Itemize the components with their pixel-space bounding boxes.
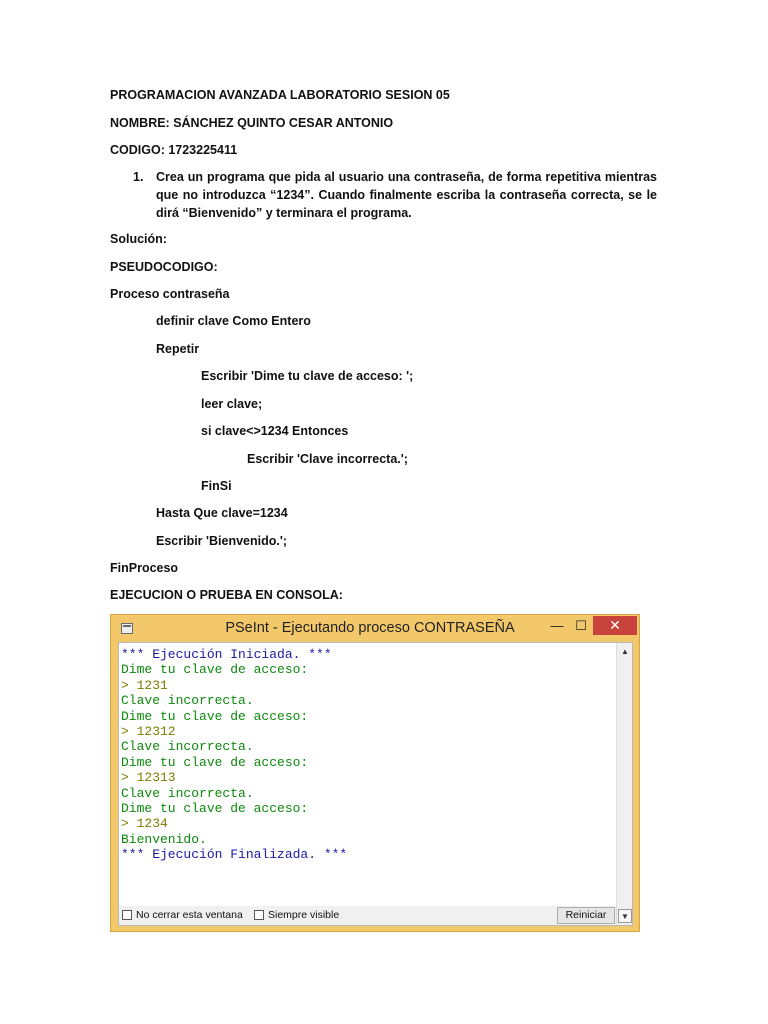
pseudocode-line: FinSi	[201, 479, 232, 493]
scroll-down-icon[interactable]: ▼	[618, 909, 632, 923]
console-options-bar	[119, 906, 616, 925]
console-line: Clave incorrecta.	[121, 693, 254, 709]
reiniciar-button[interactable]: Reiniciar	[557, 907, 615, 924]
pseudocode-line: Proceso contraseña	[110, 287, 230, 301]
console-line: Dime tu clave de acceso:	[121, 708, 309, 724]
console-line: Dime tu clave de acceso:	[121, 754, 309, 770]
item-number: 1.	[133, 170, 144, 184]
pseudocode-line: si clave<>1234 Entonces	[201, 424, 349, 438]
siempre-visible-checkbox[interactable]	[254, 910, 264, 920]
console-line: > 1234	[121, 816, 168, 832]
course-title: PROGRAMACION AVANZADA LABORATORIO SESION 05	[110, 88, 450, 102]
pseudocode-line: definir clave Como Entero	[156, 314, 311, 328]
pseudocode-line: Escribir 'Bienvenido.';	[156, 534, 287, 548]
console-output[interactable]	[119, 643, 616, 906]
window-titlebar[interactable]	[111, 615, 639, 643]
console-line: Bienvenido.	[121, 831, 207, 847]
pseudocode-line: Escribir 'Clave incorrecta.';	[247, 452, 408, 466]
maximize-button[interactable]: ☐	[575, 618, 587, 633]
pseudocode-heading: PSEUDOCODIGO:	[110, 260, 218, 274]
vertical-scrollbar[interactable]	[616, 643, 632, 925]
window-title: PSeInt - Ejecutando proceso CONTRASEÑA	[225, 620, 515, 636]
siempre-visible-label[interactable]: Siempre visible	[268, 909, 340, 921]
pseudocode-line: Hasta Que clave=1234	[156, 506, 288, 520]
close-button[interactable]: ✕	[593, 616, 637, 635]
no-cerrar-label[interactable]: No cerrar esta ventana	[136, 909, 243, 921]
scroll-up-icon[interactable]: ▲	[621, 647, 629, 656]
pseint-console-window	[110, 614, 640, 932]
console-line: *** Ejecución Iniciada. ***	[121, 647, 332, 662]
console-line: Dime tu clave de acceso:	[121, 662, 309, 678]
student-name: NOMBRE: SÁNCHEZ QUINTO CESAR ANTONIO	[110, 116, 394, 130]
pseudocode-line: leer clave;	[201, 397, 263, 411]
no-cerrar-checkbox[interactable]	[122, 910, 132, 920]
console-line: > 12312	[121, 724, 176, 740]
console-line: > 12313	[121, 770, 176, 786]
student-code: CODIGO: 1723225411	[110, 143, 238, 157]
console-line: Clave incorrecta.	[121, 785, 254, 801]
pseudocode-line: Repetir	[156, 342, 200, 356]
console-line: *** Ejecución Finalizada. ***	[121, 847, 348, 863]
console-line: > 1231	[121, 677, 168, 693]
window-client-area	[118, 642, 633, 926]
execution-heading: EJECUCION O PRUEBA EN CONSOLA:	[110, 588, 343, 602]
solution-label: Solución:	[110, 232, 167, 246]
exercise-statement: Crea un programa que pida al usuario una contraseña, de forma repetitiva mientras que no introduzca “1234”. Cuando finalmente escriba la contraseña correcta, se le dirá “Bienvenido” y terminara el programa.	[156, 170, 657, 220]
pseudocode-line: Escribir 'Dime tu clave de acceso: ';	[201, 369, 414, 383]
minimize-button[interactable]: —	[550, 618, 564, 633]
pseudocode-line: FinProceso	[110, 561, 179, 575]
console-line: Dime tu clave de acceso:	[121, 801, 309, 817]
console-line: Clave incorrecta.	[121, 739, 254, 755]
